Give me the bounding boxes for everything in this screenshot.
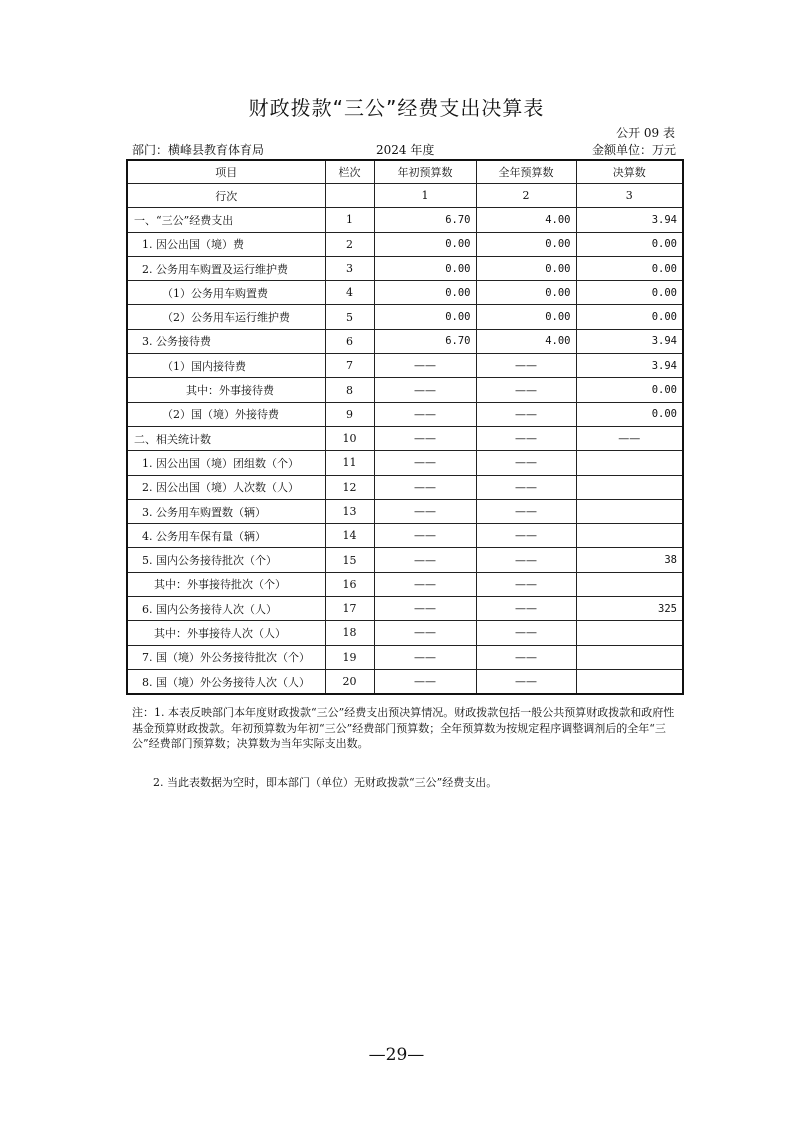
sub-header-item: 行次 bbox=[127, 184, 325, 208]
row-initial-budget: —— bbox=[374, 548, 476, 572]
row-line-number: 12 bbox=[325, 475, 374, 499]
table-row bbox=[127, 597, 683, 621]
header-item: 项目 bbox=[127, 160, 325, 184]
row-full-year-budget: —— bbox=[476, 621, 576, 645]
row-final-account: 3.94 bbox=[576, 354, 683, 378]
row-final-account bbox=[576, 645, 683, 669]
row-initial-budget: 0.00 bbox=[374, 281, 476, 305]
table-row bbox=[127, 524, 683, 548]
row-item-label: 2. 公务用车购置及运行维护费 bbox=[127, 256, 325, 280]
row-line-number: 10 bbox=[325, 426, 374, 450]
row-line-number: 4 bbox=[325, 281, 374, 305]
table-header-row bbox=[127, 160, 683, 184]
row-full-year-budget: —— bbox=[476, 499, 576, 523]
row-initial-budget: —— bbox=[374, 402, 476, 426]
table-row bbox=[127, 378, 683, 402]
row-item-label: 其中：外事接待批次（个） bbox=[127, 572, 325, 596]
row-line-number: 19 bbox=[325, 645, 374, 669]
row-line-number: 11 bbox=[325, 451, 374, 475]
row-full-year-budget: —— bbox=[476, 597, 576, 621]
table-row bbox=[127, 669, 683, 694]
row-initial-budget: —— bbox=[374, 378, 476, 402]
table-row bbox=[127, 354, 683, 378]
header-final-account: 决算数 bbox=[576, 160, 683, 184]
table-row bbox=[127, 402, 683, 426]
row-item-label: （2）公务用车运行维护费 bbox=[127, 305, 325, 329]
table-row bbox=[127, 426, 683, 450]
row-line-number: 6 bbox=[325, 329, 374, 353]
row-initial-budget: —— bbox=[374, 354, 476, 378]
row-full-year-budget: 4.00 bbox=[476, 329, 576, 353]
row-final-account bbox=[576, 621, 683, 645]
row-item-label: 7. 国（境）外公务接待批次（个） bbox=[127, 645, 325, 669]
row-final-account: 0.00 bbox=[576, 402, 683, 426]
table-row bbox=[127, 621, 683, 645]
table-row bbox=[127, 499, 683, 523]
table-row bbox=[127, 305, 683, 329]
row-item-label: 3. 公务用车购置数（辆） bbox=[127, 499, 325, 523]
row-final-account bbox=[576, 669, 683, 694]
row-item-label: 5. 国内公务接待批次（个） bbox=[127, 548, 325, 572]
row-full-year-budget: —— bbox=[476, 524, 576, 548]
row-line-number: 13 bbox=[325, 499, 374, 523]
table-row bbox=[127, 475, 683, 499]
row-initial-budget: —— bbox=[374, 451, 476, 475]
row-final-account: 0.00 bbox=[576, 281, 683, 305]
row-final-account: 0.00 bbox=[576, 378, 683, 402]
row-final-account bbox=[576, 499, 683, 523]
page-number: —29— bbox=[368, 1045, 425, 1065]
row-line-number: 8 bbox=[325, 378, 374, 402]
row-final-account: —— bbox=[576, 426, 683, 450]
row-initial-budget: —— bbox=[374, 499, 476, 523]
sub-header-c3: 3 bbox=[576, 184, 683, 208]
row-initial-budget: —— bbox=[374, 572, 476, 596]
header-full-year-budget: 全年预算数 bbox=[476, 160, 576, 184]
row-full-year-budget: 0.00 bbox=[476, 281, 576, 305]
row-initial-budget: —— bbox=[374, 524, 476, 548]
row-final-account: 0.00 bbox=[576, 256, 683, 280]
row-final-account bbox=[576, 524, 683, 548]
row-item-label: 二、相关统计数 bbox=[127, 426, 325, 450]
year-label: 2024 年度 bbox=[376, 143, 435, 157]
row-final-account bbox=[576, 451, 683, 475]
table-row bbox=[127, 256, 683, 280]
row-full-year-budget: 4.00 bbox=[476, 208, 576, 232]
row-initial-budget: 6.70 bbox=[374, 329, 476, 353]
row-final-account: 0.00 bbox=[576, 232, 683, 256]
row-item-label: 1. 因公出国（境）费 bbox=[127, 232, 325, 256]
note-2: 2. 当此表数据为空时，即本部门（单位）无财政拨款“三公”经费支出。 bbox=[153, 776, 498, 789]
row-initial-budget: —— bbox=[374, 621, 476, 645]
row-final-account: 38 bbox=[576, 548, 683, 572]
row-line-number: 9 bbox=[325, 402, 374, 426]
row-line-number: 1 bbox=[325, 208, 374, 232]
row-full-year-budget: —— bbox=[476, 475, 576, 499]
row-final-account bbox=[576, 572, 683, 596]
expense-table bbox=[126, 159, 684, 695]
row-full-year-budget: —— bbox=[476, 669, 576, 694]
sub-header-c1: 1 bbox=[374, 184, 476, 208]
row-full-year-budget: —— bbox=[476, 354, 576, 378]
unit-label: 金额单位：万元 bbox=[591, 143, 676, 157]
table-row bbox=[127, 329, 683, 353]
form-number: 公开 09 表 bbox=[616, 126, 675, 140]
table-row bbox=[127, 572, 683, 596]
row-full-year-budget: —— bbox=[476, 572, 576, 596]
row-item-label: 其中：外事接待人次（人） bbox=[127, 621, 325, 645]
row-line-number: 17 bbox=[325, 597, 374, 621]
row-full-year-budget: 0.00 bbox=[476, 232, 576, 256]
row-line-number: 15 bbox=[325, 548, 374, 572]
row-full-year-budget: —— bbox=[476, 548, 576, 572]
table-row bbox=[127, 208, 683, 232]
row-final-account: 325 bbox=[576, 597, 683, 621]
row-final-account: 3.94 bbox=[576, 329, 683, 353]
row-full-year-budget: —— bbox=[476, 645, 576, 669]
row-item-label: 3. 公务接待费 bbox=[127, 329, 325, 353]
row-full-year-budget: 0.00 bbox=[476, 256, 576, 280]
row-item-label: （2）国（境）外接待费 bbox=[127, 402, 325, 426]
row-initial-budget: —— bbox=[374, 645, 476, 669]
row-full-year-budget: —— bbox=[476, 402, 576, 426]
row-initial-budget: 6.70 bbox=[374, 208, 476, 232]
header-line: 栏次 bbox=[325, 160, 374, 184]
note-1: 注：1. 本表反映部门本年度财政拨款“三公”经费支出预决算情况。财政拨款包括一般公共预算财政拨款和政府性基金预算财政拨款。年初预算数为年初“三公”经费部门预算数；全年预算数为按规定程序调整调剂后的全年“三公”经费部门预算数；决算数为当年实际支出数。 bbox=[132, 706, 675, 750]
row-item-label: 一、“三公”经费支出 bbox=[127, 208, 325, 232]
row-item-label: 2. 因公出国（境）人次数（人） bbox=[127, 475, 325, 499]
header-initial-budget: 年初预算数 bbox=[374, 160, 476, 184]
row-initial-budget: 0.00 bbox=[374, 305, 476, 329]
row-initial-budget: —— bbox=[374, 597, 476, 621]
row-final-account bbox=[576, 475, 683, 499]
row-final-account: 3.94 bbox=[576, 208, 683, 232]
row-line-number: 3 bbox=[325, 256, 374, 280]
row-line-number: 20 bbox=[325, 669, 374, 694]
row-full-year-budget: —— bbox=[476, 378, 576, 402]
row-item-label: 4. 公务用车保有量（辆） bbox=[127, 524, 325, 548]
table-row bbox=[127, 451, 683, 475]
row-initial-budget: —— bbox=[374, 426, 476, 450]
sub-header-c2: 2 bbox=[476, 184, 576, 208]
table-row bbox=[127, 281, 683, 305]
row-initial-budget: —— bbox=[374, 475, 476, 499]
row-full-year-budget: 0.00 bbox=[476, 305, 576, 329]
row-line-number: 2 bbox=[325, 232, 374, 256]
sub-header-line bbox=[325, 184, 374, 208]
row-line-number: 16 bbox=[325, 572, 374, 596]
row-item-label: 6. 国内公务接待人次（人） bbox=[127, 597, 325, 621]
row-line-number: 18 bbox=[325, 621, 374, 645]
row-full-year-budget: —— bbox=[476, 451, 576, 475]
row-item-label: 其中：外事接待费 bbox=[127, 378, 325, 402]
table-row bbox=[127, 645, 683, 669]
row-full-year-budget: —— bbox=[476, 426, 576, 450]
row-item-label: 8. 国（境）外公务接待人次（人） bbox=[127, 669, 325, 694]
row-item-label: （1）公务用车购置费 bbox=[127, 281, 325, 305]
page-title: 财政拨款“三公”经费支出决算表 bbox=[248, 96, 545, 120]
row-initial-budget: 0.00 bbox=[374, 232, 476, 256]
row-line-number: 5 bbox=[325, 305, 374, 329]
sub-header-row bbox=[127, 184, 683, 208]
row-item-label: 1. 因公出国（境）团组数（个） bbox=[127, 451, 325, 475]
row-initial-budget: —— bbox=[374, 669, 476, 694]
row-line-number: 7 bbox=[325, 354, 374, 378]
department-label: 部门：横峰县教育体育局 bbox=[132, 143, 265, 157]
table-row bbox=[127, 548, 683, 572]
row-initial-budget: 0.00 bbox=[374, 256, 476, 280]
table-row bbox=[127, 232, 683, 256]
row-item-label: （1）国内接待费 bbox=[127, 354, 325, 378]
row-final-account: 0.00 bbox=[576, 305, 683, 329]
row-line-number: 14 bbox=[325, 524, 374, 548]
